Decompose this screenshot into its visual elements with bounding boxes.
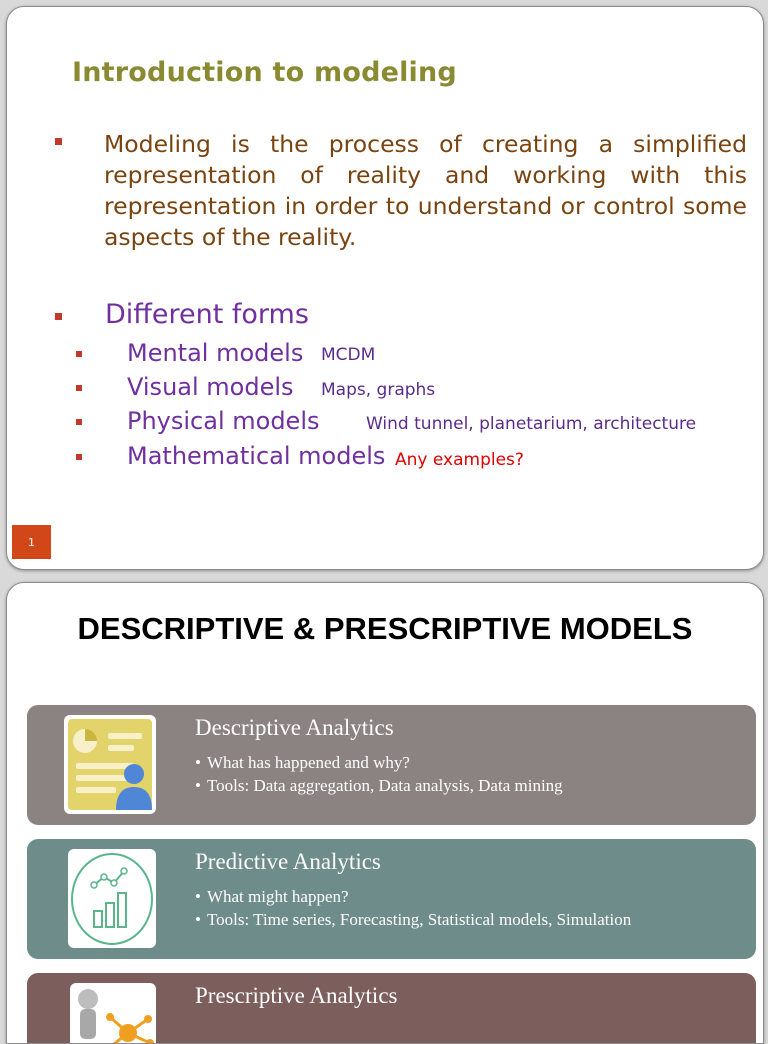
page-number-badge: 1	[12, 525, 51, 559]
form-note-mental: MCDM	[321, 345, 376, 365]
form-item-visual: Visual models	[127, 373, 294, 401]
panel-bullet: • What might happen?	[195, 885, 631, 908]
thinking-person-network-icon	[70, 983, 156, 1044]
panel-title: Descriptive Analytics	[195, 715, 394, 740]
slide-descriptive-prescriptive	[6, 582, 764, 1044]
form-note-mathematical: Any examples?	[395, 450, 524, 470]
sub-bullet-marker	[76, 454, 82, 460]
form-item-mathematical: Mathematical models	[127, 442, 386, 470]
slide-title: DESCRIPTIVE & PRESCRIPTIVE MODELS	[77, 611, 693, 646]
form-item-mental: Mental models	[127, 339, 304, 367]
panel-predictive-analytics	[27, 839, 756, 959]
sub-bullet-marker	[76, 385, 82, 391]
slide-intro-to-modeling	[6, 6, 764, 570]
panel-bullet: • Tools: Time series, Forecasting, Statistical models, Simulation	[195, 908, 631, 931]
slide-title: Introduction to modeling	[72, 57, 457, 88]
panel-bullet: • What has happened and why?	[195, 751, 563, 774]
panel-title: Prescriptive Analytics	[195, 983, 398, 1008]
panel-bullet: • Tools: Data aggregation, Data analysis, Data mining	[195, 774, 563, 797]
report-person-icon	[64, 715, 156, 814]
bullet-marker	[55, 313, 62, 320]
bullet-marker	[55, 138, 62, 145]
definition-paragraph: Modeling is the process of creating a simplified representation of reality and working with this representation in order to understand or control some aspects of the reality.	[104, 130, 747, 251]
sub-bullet-marker	[76, 419, 82, 425]
form-note-visual: Maps, graphs	[321, 380, 436, 400]
forms-heading: Different forms	[105, 299, 309, 330]
trend-bar-chart-icon	[68, 849, 156, 948]
panel-title: Predictive Analytics	[195, 849, 381, 874]
sub-bullet-marker	[76, 351, 82, 357]
panel-bullet-list	[195, 751, 563, 797]
form-item-physical: Physical models	[127, 407, 320, 435]
panel-descriptive-analytics	[27, 705, 756, 825]
panel-prescriptive-analytics	[27, 973, 756, 1044]
panel-bullet-list	[195, 885, 631, 931]
form-note-physical: Wind tunnel, planetarium, architecture	[366, 414, 697, 434]
